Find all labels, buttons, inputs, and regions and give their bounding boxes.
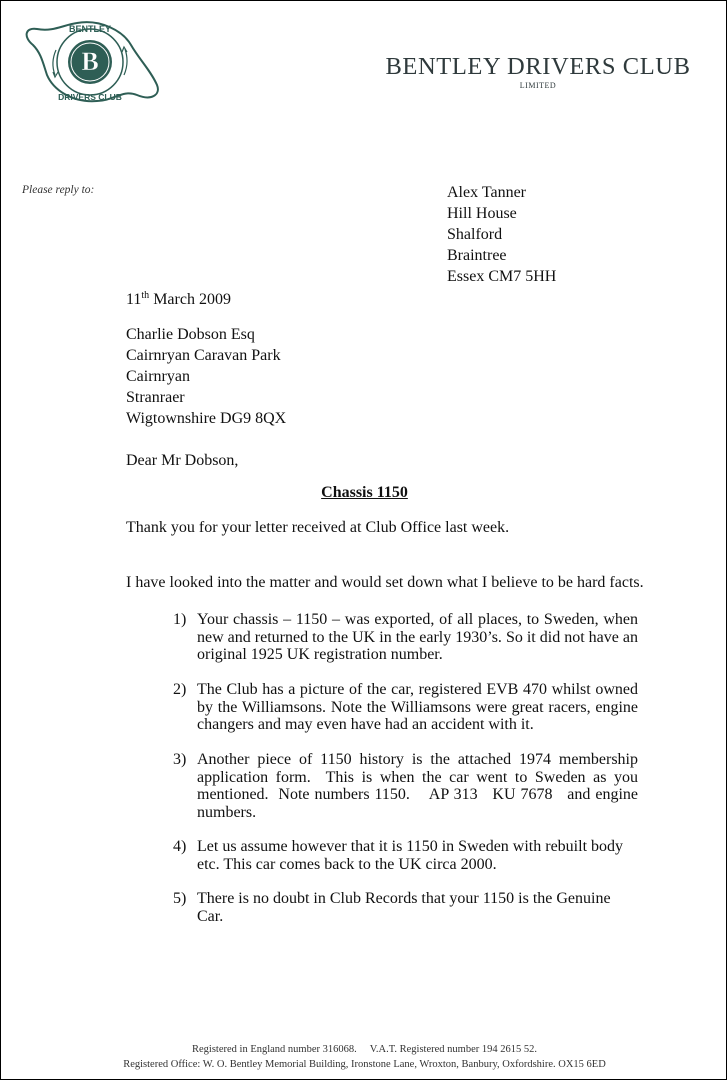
recipient-address-line: Stranraer xyxy=(126,389,185,406)
lead-paragraph: I have looked into the matter and would set down what I believe to be hard facts. xyxy=(126,574,644,591)
list-item-number: 2) xyxy=(173,681,187,698)
reply-to-label: Please reply to: xyxy=(22,184,95,196)
list-item-text: There is no doubt in Club Records that your 1150 is the Genuine Car. xyxy=(197,890,611,925)
list-item xyxy=(173,838,638,873)
list-item-number: 3) xyxy=(173,751,187,768)
sender-address-line: Essex CM7 5HH xyxy=(447,268,557,285)
recipient-address-line: Cairnryan Caravan Park xyxy=(126,347,281,364)
list-item-text: Another piece of 1150 history is the attached 1974 membership application form. This is when the car went to Sweden as you mentioned. Note numbers 1150. AP 313 KU 7678 and engine numbers. xyxy=(197,751,642,821)
list-item xyxy=(173,751,642,821)
recipient-address xyxy=(126,324,286,429)
list-item-text: Your chassis – 1150 – was exported, of all places, to Sweden, when new and returned to the UK in the early 1930’s. So it did not have an original 1925 UK registration number. xyxy=(197,611,638,663)
list-item-number: 5) xyxy=(173,890,187,907)
sender-address-line: Alex Tanner xyxy=(447,184,526,201)
logo-bottom-text: DRIVERS CLUB xyxy=(58,92,122,102)
letter-date xyxy=(126,289,231,310)
recipient-address-line: Cairnryan xyxy=(126,368,190,385)
list-item-text: The Club has a picture of the car, registered EVB 470 whilst owned by the Williamsons. Note the Williamsons were great racers, engine changers and may even have had an accident with it. xyxy=(197,681,638,733)
logo-top-text: BENTLEY xyxy=(68,24,112,34)
subject-text: Chassis 1150 xyxy=(321,484,408,501)
logo-letter: B xyxy=(81,47,99,76)
date-ordinal: th xyxy=(141,290,150,301)
list-item-text: Let us assume however that it is 1150 in Sweden with rebuilt body etc. This car comes back to the UK circa 2000. xyxy=(197,838,624,873)
salutation: Dear Mr Dobson, xyxy=(126,452,239,469)
list-item xyxy=(173,611,638,664)
list-item-number: 1) xyxy=(173,611,187,628)
date-rest: March 2009 xyxy=(149,291,231,308)
footer-registration: Registered in England number 316068. V.A.T. Registered number 194 2615 52. xyxy=(192,1044,537,1055)
date-day: 11 xyxy=(126,291,142,308)
recipient-address-line: Wigtownshire DG9 8QX xyxy=(126,410,287,427)
recipient-address-line: Charlie Dobson Esq xyxy=(126,326,255,343)
intro-paragraph: Thank you for your letter received at Club Office last week. xyxy=(126,519,510,536)
bentley-drivers-club-logo-icon xyxy=(19,15,161,107)
club-limited: LIMITED xyxy=(519,81,557,90)
list-item-number: 4) xyxy=(173,838,187,855)
club-name: BENTLEY DRIVERS CLUB xyxy=(385,53,691,80)
sender-address-line: Braintree xyxy=(447,247,507,264)
sender-address xyxy=(447,182,556,287)
subject-heading xyxy=(1,484,727,502)
sender-address-line: Shalford xyxy=(447,226,503,243)
footer-registered-office: Registered Office: W. O. Bentley Memorial Building, Ironstone Lane, Wroxton, Banbury, Oxfordshire. OX15 6ED xyxy=(123,1059,606,1070)
list-item xyxy=(173,681,638,734)
list-item xyxy=(173,890,638,925)
sender-address-line: Hill House xyxy=(447,205,517,222)
